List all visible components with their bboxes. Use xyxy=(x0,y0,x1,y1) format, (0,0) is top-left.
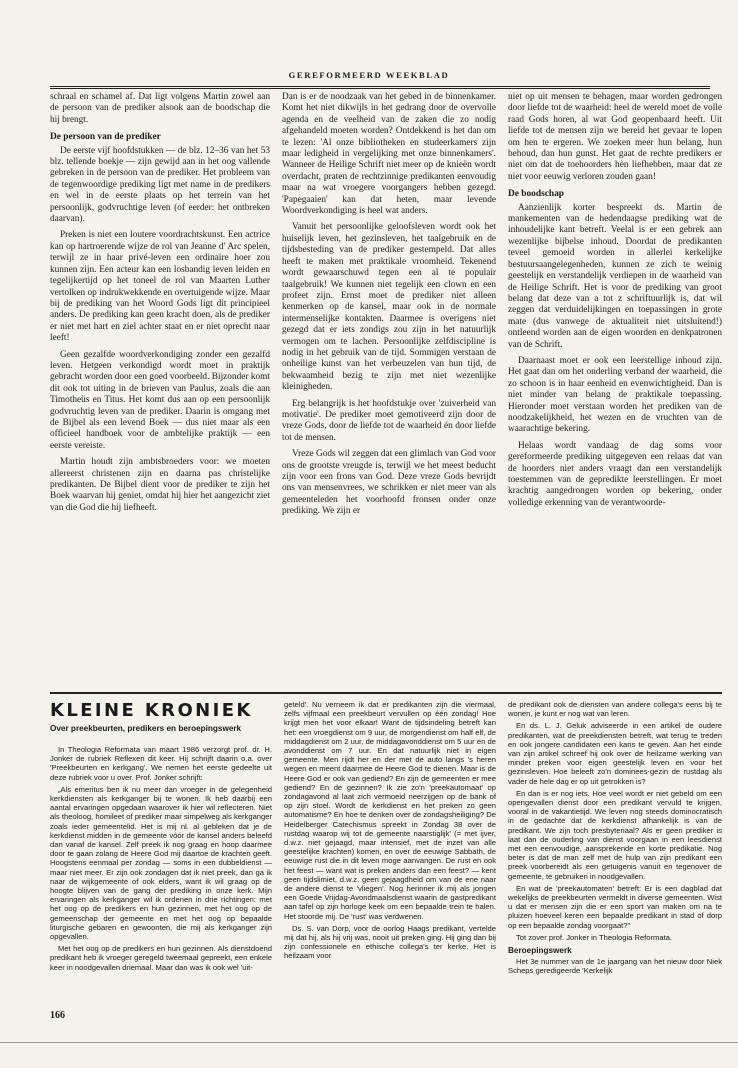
paragraph: Martin houdt zijn ambtsbroeders voor: we moeten allereerst christenen zijn en daarna pas christelijke predikanten. De Bijbel dient voor de prediker te zijn het Boek waarvan hij geniet, omdat hij hier het aangezicht ziet van die God die hij liefheeft. xyxy=(50,457,270,513)
paragraph: schraal en schamel af. Dat ligt volgens Martin zowel aan de persoon van de prediker alsook aan de boodschap die hij brengt. xyxy=(50,92,270,125)
paragraph: Ds. S. van Dorp, voor de oorlog Haags predikant, vertelde mij dat hij, als hij vrij was, nooit uit preken ging. Hij ging dan bij zijn confessionele en ethische collega's ter kerke. Het is heilzaam voor xyxy=(284,923,496,961)
paragraph: Aanzienlijk korter bespreekt ds. Martin de mankementen van de hedendaagse prediking wat de inhoudelijke kant betreft. Veelal is er een gebrek aan wezenlijke bijbelse inhoud. Doordat de predikanten teveel gemoeid worden in allerlei kerkelijke bestuursaangelegenheden, kunnen ze zich te weinig geestelijk en verstandelijk verdiepen in de waarheid van de Heilige Schrift. Het is voor de prediking van groot belang dat deze van a tot z schriftuurlijk is, dat wil zeggen dat verduidelijkingen en toepassingen in grote mate (dus vanwege de aktualiteit niet uitsluitend!) ontleend worden aan de eigen woorden en denkpatronen van de Schrift. xyxy=(508,202,722,350)
paragraph: De eerste vijf hoofdstukken — de blz. 12–36 van het 53 blz. tellende boekje — zijn gewijd aan in het oog vallende gebreken in de persoon van de prediker. Het probleem van de tegenwoordige prediking ligt met name in de predikers en wel in de eerste plaats op het terrein van het persoonlijk, godvruchtige leven (of eerder: het ontbreken daarvan). xyxy=(50,145,270,225)
section-heading: De persoon van de prediker xyxy=(50,132,161,143)
paragraph: Met het oog op de predikers en hun gezinnen. Als dienstdoend predikant heb ik vroeger geregeld tweemaal gepreekt, een enkele keer in noodgevallen driemaal. Maar dan was ik ook wel 'uit- xyxy=(50,944,272,972)
section-heading: De boodschap xyxy=(508,189,565,200)
paragraph: Geen gezalfde woordverkondiging zonder een gezalfd leven. Hetgeen verkondigd wordt moet in praktijk gebracht worden door een goed voorbeeld. Bijzonder komt dit ook tot uiting in de brieven van Paulus, zoals die aan Timotheüs en Titus. Het komt dus aan op een persoonlijk godvruchtig leven van de prediker. Daarin is omgang met de Bijbel als een levend Boek — dus niet maar als een officieel handboek voor de ambtelijke praktijk — een eerste vereiste. xyxy=(50,349,270,451)
paragraph: Erg belangrijk is het hoofdstukje over 'zuiverheid van motivatie'. De prediker moet gemotiveerd zijn door de vreze Gods, door de liefde tot de waarheid én door liefde tot de mensen. xyxy=(282,398,496,443)
paragraph: Het 3e nummer van de 1e jaargang van het nieuw door Niek Scheps geredigeerde 'Kerkelijk xyxy=(508,957,722,976)
paragraph: In Theologia Reformata van maart 1986 verzorgt prof. dr. H. Jonker de rubriek Reflexen dit keer. Hij schrijft daarin o.a. over 'Preekbeurten en kerkgang'. We nemen het eerste gedeelte uit deze rubriek voor u over. Prof. Jonker schrijft: xyxy=(50,745,272,782)
paragraph: En wat de 'preekautomaten' betreft: Er is een dagblad dat wekelijks de preekbeurten vermeldt in diverse gemeenten. Wist u dat er mensen zijn die er een sport van maken om na te pluizen hoeveel keren een bepaalde predikant in stad of dorp op een bepaalde zondag voorgaat?" xyxy=(508,883,722,930)
paragraph: Dan is er de noodzaak van het gebed in de binnenkamer. Komt het niet dikwijls in het gedrang door de overvolle agenda en de veelheid van de zaken die zo nodig afgehandeld moeten worden? Ontdekkend is het dan om te lezen: 'Al onze bibliotheken en studeerkamers zijn maar ledigheid in vergelijking met onze binnenkamers'. Wanneer de Heilige Schrift niet meer op de knieën wordt overdacht, praten de rechtzinnige predikanten eenvoudig maar na wat vroegere voorgangers hebben gezegd. 'Papegaaien' kan dat heten, maar levende Woordverkondiging is heel wat anders. xyxy=(282,92,496,217)
kronik-title: KLEINE KRONIEK xyxy=(50,700,253,721)
kronik-subtitle: Over preekbeurten, predikers en beroepingswerk xyxy=(50,724,242,733)
kronik-column-2 xyxy=(284,700,496,1000)
article-column-2 xyxy=(282,92,496,692)
paragraph: Tot zover prof. Jonker in Theologia Reformata. xyxy=(516,932,673,942)
kronik-column-3 xyxy=(508,700,722,1000)
paragraph: Preken is niet een loutere voordrachtskunst. Een actrice kan op hartroerende wijze de rol van Jeanne d' Arc spelen, terwijl ze in haar privé-leven een ordinaire hoer zou kunnen zijn. Een acteur kan een losbandig leven leiden en tegelijkertijd op het toneel de rol van Maarten Luther vertolken op indrukwekkende en overtuigende wijze. Maar bij de prediking van het Woord Gods ligt dit principieel anders. De prediking kan geen kracht doen, als de prediker er niet met hart en ziel achter staat en er niet oprecht naar leeft! xyxy=(50,230,270,344)
section-heading: Beroepingswerk xyxy=(508,946,572,956)
page-header: GEREFORMEERD WEEKBLAD xyxy=(288,70,450,80)
article-column-3 xyxy=(508,92,722,692)
paragraph: En dan is er nog iets. Hoe veel wordt er niet gebeld om een opengevallen dienst door een predikant vervuld te krijgen, vooral in de vakantietijd. We leven nog steeds dominocratisch in de gedachte dat de kerkdienst afhankelijk is van de predikant. We zijn toch presbyteriaal? Als er geen prediker is laat dan de ouderling van dienst voorgaan in een leesdienst met een eenvoudige, aansprekende en korte predikatie. Nog beter is dat de man zelf met de hulp van zijn predikant een preek voorbereidt als een getuigenis vanuit en tegenover de gemeente, te gebruiken in noodgevallen. xyxy=(508,788,722,881)
page-bottom-rule xyxy=(0,1042,738,1043)
section-divider xyxy=(50,692,722,694)
paragraph: geteld'. Nu verneem ik dat er predikanten zijn die viermaal, zelfs vijfmaal een preekbeurt vervullen op één zondag! Hoe krijgt men het voor elkaar! Want de tijdsindeling betreft kan het: een vroegdienst om 9 uur, de morgendienst om half elf, de middagdienst om 2 uur, de middagavonddienst om 5 uur en de avonddienst om 7 uur. En dat natuurlijk niet in eigen gemeente. Men rijdt her en der met de auto langs 's heren wegen en meent daarmee de Heere God te dienen. Maar is de Heere God er ook van gediend? En zijn de gemeenten er mee gediend? En de gezinnen? Ik zie zo'n 'preekautomaat' op zondagavond al laat zich vermoeid neerzijgen op de bank of op zijn stoel. Wordt de kerkdienst en het preken zo geen automatisme? En hoe te denken over de zondagsheiliging? De Heidelberger Catechismus spreekt in Zondag 38 over de rustdag waarop wij tot de gemeente naarstiglijk' (= met ijver, d.w.z. niet gejaagd, maar intensief, met de inzet van alle geestelijke krachten) komen, en over de eeuwige Sabbath, de eeuwige rust die in dit leven moge aanvangen. De rust en ook het feest — want wat is preken anders dan een feest? — kent geen tijdslimiet, d.w.z. geen gejaagdheid om van de ene naar de andere dienst te 'vliegen'. Nog herinner ik mij als jongen een Goede Vrijdag-Avondmaalsdienst waarin de gastpredikant aan tafel op zijn horloge keek om een bepaalde trein te halen. Het stoorde mij. De 'rust' was verdwenen. xyxy=(284,700,496,921)
paragraph: Vreze Gods wil zeggen dat een glimlach van God voor ons de grootste vreugde is, terwijl we het meest beducht zijn voor een frons van God. Deze vreze Gods bevrijdt ons van mensenvrees, we schrikken er niet meer van als gemeenteleden het voorhoofd fronsen onder onze prediking. We zijn er xyxy=(282,449,496,517)
paragraph: En ds. L. J. Geluk adviseerde in een artikel de oudere predikanten, wat de preekdiensten betreft, wat terug te treden en ook jongere candidaten een kans te geven. Aan het einde van zijn artikel schreef hij ook over de heilzame werking van minder preken voor eigen geestelijk leven en voor het gezinsleven. Hoe beleeft zo'n dominees-gezin de rustdag als vader de hele dag er op uit getrokken is? xyxy=(508,721,722,786)
kronik-column-1 xyxy=(50,745,272,995)
header-rule xyxy=(50,86,710,89)
article-column-1 xyxy=(50,92,270,692)
page-number: 166 xyxy=(50,1010,65,1021)
paragraph: Vanuit het persoonlijke geloofsleven wordt ook het huiselijk leven, het gezinsleven, het taalgebruik en de tijdsbesteding van de prediker gestempeld. Dat alles heeft te maken met praktikale vroomheid. Tekenend wordt gewaarschuwd tegen een al te populair taalgebruik! We kunnen niet tegelijk een clown en een profeet zijn. Ernst moet de prediker niet alleen kenmerken op de kansel, maar ook in de normale intermenselijke kontakten. Daarmee is overigens niet gezegd dat er iets zondigs zou zijn in het natuurlijk vermogen om te lachen. Persoonlijke zelfdiscipline is nodig in het gebruik van de tijd. Sommigen verstaan de onheilige kunst van het verbeuzelen van hun tijd, de bekwaamheid bezig te zijn met niet wezenlijke kleinigheden. xyxy=(282,222,496,393)
paragraph: Daarnaast moet er ook een leerstellige inhoud zijn. Het gaat dan om het onderling verband der waarheid, die zo schoon is in haar eenheid en evenwichtigheid. Dan is niet minder van belang de praktikale toepassing. Hieronder moet verstaan worden het prediken van de noodzakelijkheid, het wezen en de vruchten van de waarachtige bekering. xyxy=(508,355,722,435)
paragraph: Helaas wordt vandaag de dag soms voor gereformeerde prediking uitgegeven een relaas dat van de hoorders niet anders vraagt dan een verstandelijk toestemmen van de gepredikte leerstellingen. Er moet krachtig aangedrongen worden op bekering, onder volledige erkenning van de verantwoorde- xyxy=(508,440,722,508)
paragraph: de predikant ook de diensten van andere collega's eens bij te wonen, je kunt er nog wat van leren. xyxy=(508,700,722,719)
paragraph: niet op uit mensen te behagen, maar worden gedrongen door liefde tot de waarheid: heel de wereld moet de volle raad Gods horen, al wat God geopenbaard heeft. Uit liefde tot de mensen zijn we bereid het gevaar te lopen om hen te ergeren. We zoeken meer hun belang, hun behoud, dan hun gunst. Het gaat de rechte predikers er niet om dat de toehoorders hèn liefhebben, maar dat ze niet voor eeuwig verloren zouden gaan! xyxy=(508,92,722,182)
paragraph: „Als emeritus ben ik nu meer dan vroeger in de gelegenheid kerkdiensten als kerkganger bij te wonen. Ik heb daarbij een aantal ervaringen opgedaan waarover ik hier wil reflecteren. Niet als theoloog, homileet of prediker maar simpelweg als kerkganger zoals ieder gemeentelid. Het is mij nl. al gebleken dat je de kerkdienst midden in de gemeente vóór de kansel anders beleefd dan vanaf de kansel. Zelf preek ik nog graag en hoop daarmee door te gaan zolang de Heere God mij daartoe de krachten geeft. Hoogstens eenmaal per zondag — soms in een dubbeldienst — maar niet meer. Er zijn ook zondagen dat ik niet preek, dan ga ik naar de wijkgemeente of ook elders, want ik wil graag op de hoogte blijven van de gang der prediking in onze kerk. Mijn ervaringen als kerkganger wil ik ordenen in drie richtingen: met het oog op de predikers en hun gezinnen, met het oog op de gemeenschap der gemeente en met het oog op bepaalde liturgische gebaren en gewoonten, die mij als kerkganger zijn opgevallen. xyxy=(50,784,272,942)
